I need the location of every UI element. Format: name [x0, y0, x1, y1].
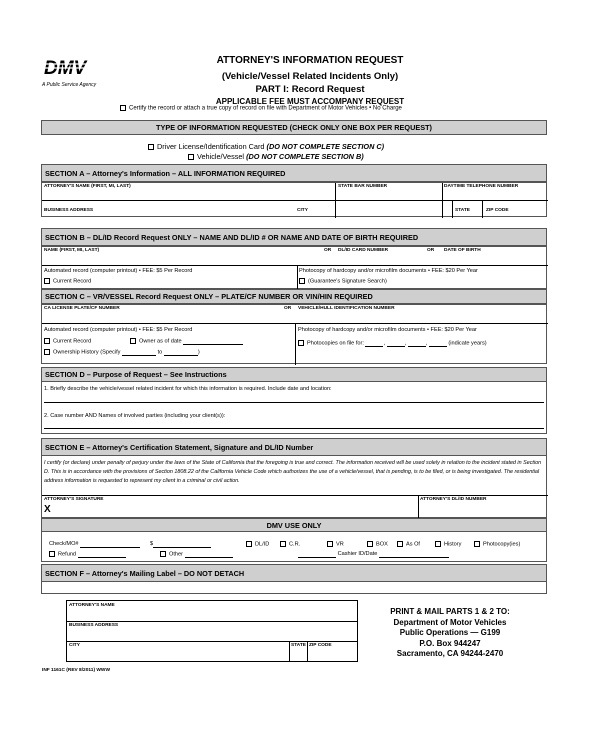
section-d-heading: SECTION D – Purpose of Request – See Instructions [41, 367, 547, 382]
vr-checkbox[interactable] [327, 541, 333, 547]
signature-field[interactable]: X [44, 504, 51, 515]
plate-field[interactable]: CA LICENSE PLATE/CF NUMBER [44, 306, 120, 311]
state-field[interactable]: STATE [455, 208, 471, 213]
dmv-use-fields [41, 532, 547, 562]
b-photocopy-label: Photocopy of hardcopy and/or microfilm documents • FEE: $20 Per Year [299, 268, 478, 274]
c-current-checkbox[interactable] [44, 338, 50, 344]
refund-option: Refund [49, 551, 126, 558]
section-b-heading: SECTION B – DL/ID Record Request ONLY – NAME AND DL/ID # OR NAME AND DATE OF BIRTH REQUIRED [41, 228, 547, 246]
label-city-field[interactable]: CITY [69, 643, 80, 648]
b-current-checkbox[interactable] [44, 278, 50, 284]
signature-label: ATTORNEY'S SIGNATURE [44, 497, 104, 502]
zip-field[interactable]: ZIP CODE [486, 208, 509, 213]
mail-to-heading: PRINT & MAIL PARTS 1 & 2 TO: [390, 607, 510, 616]
box-checkbox[interactable] [367, 541, 373, 547]
mail-to-line: Public Operations — G199 [399, 628, 501, 637]
label-address-field[interactable]: BUSINESS ADDRESS [69, 623, 119, 628]
c-owner-checkbox[interactable] [130, 338, 136, 344]
type-option-dlid: Driver License/Identification Card (DO NOT COMPLETE SECTION C) [148, 142, 384, 151]
part-label: PART I: Record Request [255, 84, 365, 95]
c-owner-as-of: Owner as of date [130, 338, 243, 345]
b-name-field[interactable]: NAME (FIRST, MI, LAST) [44, 248, 100, 253]
label-zip-field[interactable]: ZIP CODE [309, 643, 332, 648]
mailing-label [66, 600, 358, 662]
box-option: BOX [367, 541, 388, 547]
label-name-field[interactable]: ATTORNEY'S NAME [69, 603, 115, 608]
attorney-dlid-field[interactable]: ATTORNEY'S DL/ID NUMBER [420, 497, 487, 502]
dlid-number-field[interactable]: DL/ID CARD NUMBER [338, 248, 389, 253]
cashier-field[interactable]: Cashier ID/Date [298, 551, 449, 558]
c-current-record: Current Record [44, 338, 91, 344]
agency-subtitle: A Public Service Agency [42, 82, 97, 88]
purpose-question-1: 1. Briefly describe the vehicle/vessel related incident for which this information is required. Include date and location: [44, 386, 332, 392]
amount-field[interactable]: $ [150, 541, 211, 548]
section-b-fields [41, 246, 547, 289]
refund-checkbox[interactable] [49, 551, 55, 557]
other-option: Other [160, 551, 233, 558]
cr-option: C.R. [280, 541, 300, 547]
section-e-heading: SECTION E – Attorney's Certification Statement, Signature and DL/ID Number [41, 438, 547, 456]
b-photocopy-checkbox[interactable] [299, 278, 305, 284]
state-bar-field[interactable]: STATE BAR NUMBER [338, 184, 388, 189]
mail-to-line: P.O. Box 944247 [419, 638, 481, 648]
c-photocopy-option: Photocopies on file for: , , , (indicate years) [298, 340, 487, 347]
dlid-option: DL/ID [246, 541, 269, 547]
dmv-logo [42, 57, 106, 79]
form-subtitle: (Vehicle/Vessel Related Incidents Only) [221, 71, 399, 82]
section-f-spacer [41, 582, 547, 594]
as-of-checkbox[interactable] [397, 541, 403, 547]
section-e-fields [41, 456, 547, 518]
history-option: History [435, 541, 461, 547]
c-history: Ownership History (Specify to ) [44, 349, 200, 356]
section-a-fields [41, 182, 547, 217]
as-of-option: As Of [397, 541, 420, 547]
certify-option: Certify the record or attach a true copy of record on file with Department of Motor Vehicles • No Charge [120, 105, 402, 112]
other-checkbox[interactable] [160, 551, 166, 557]
phone-field[interactable]: DAYTIME TELEPHONE NUMBER [444, 184, 519, 189]
c-photocopy-label: Photocopy of hardcopy and/or microfilm documents • FEE: $20 Per Year [298, 327, 477, 333]
form-number: INF 1161C (REV 8/2011) WWW [42, 668, 110, 673]
dmv-dlid-checkbox[interactable] [246, 541, 252, 547]
vehicle-type-checkbox[interactable] [188, 154, 194, 160]
vin-field[interactable]: VEHICLE/HULL IDENTIFICATION NUMBER [298, 306, 395, 311]
section-f-heading: SECTION F – Attorney's Mailing Label – DO NOT DETACH [41, 564, 547, 582]
c-photocopy-checkbox[interactable] [298, 340, 304, 346]
or-label: OR [427, 248, 435, 253]
section-c-heading: SECTION C – VR/VESSEL Record Request ONLY – PLATE/CF NUMBER OR VIN/HIN REQUIRED [41, 289, 547, 304]
type-option-vehicle: Vehicle/Vessel (DO NOT COMPLETE SECTION B) [188, 152, 364, 161]
type-of-info-heading: TYPE OF INFORMATION REQUESTED (CHECK ONLY ONE BOX PER REQUEST) [41, 120, 547, 135]
section-d-fields [41, 382, 547, 434]
fee-note: APPLICABLE FEE MUST ACCOMPANY REQUEST [215, 97, 405, 106]
mail-to-line: Sacramento, CA 94244-2470 [396, 649, 504, 658]
certification-text: I certify (or declare) under penalty of perjury under the laws of the State of California that the foregoing is true and correct. The information received will be used solely in relation to the incident stated in Section D. This is in accordance with the provisions of Section 1808.22 of the California Vehicle Code which authorizes the use of a vehicle/vessel, that is pending, is to be filed, or is being investigated. The residential address information is requested to represent my client in a criminal or civil action. [44, 460, 542, 484]
photocopy-option: Photocopy(ies) [474, 541, 520, 547]
dmv-history-checkbox[interactable] [435, 541, 441, 547]
b-automated-label: Automated record (computer printout) • FEE: $5 Per Record [44, 268, 193, 274]
vr-option: VR [327, 541, 344, 547]
label-state-field[interactable]: STATE [291, 643, 307, 648]
b-photocopy-option: (Guarantee's Signature Search) [299, 278, 387, 284]
certify-checkbox[interactable] [120, 105, 126, 111]
mail-to-block [375, 607, 525, 660]
or-label: OR [324, 248, 332, 253]
section-a-heading: SECTION A – Attorney's Information – ALL INFORMATION REQUIRED [41, 164, 547, 182]
b-current-record: Current Record [44, 278, 91, 284]
purpose-question-2: 2. Case number AND Names of involved parties (including your client(s)): [44, 413, 226, 419]
attorney-name-field[interactable]: ATTORNEY'S NAME (FIRST, MI, LAST) [44, 184, 131, 189]
dmv-photocopy-checkbox[interactable] [474, 541, 480, 547]
mail-to-line: Department of Motor Vehicles [393, 617, 507, 627]
or-label: OR [284, 306, 292, 311]
c-history-checkbox[interactable] [44, 349, 50, 355]
cr-checkbox[interactable] [280, 541, 286, 547]
dob-field[interactable]: DATE OF BIRTH [444, 248, 481, 253]
dmv-use-heading: DMV USE ONLY [41, 518, 547, 532]
city-field[interactable]: CITY [297, 208, 308, 213]
business-address-field[interactable]: BUSINESS ADDRESS [44, 208, 94, 213]
form-title: ATTORNEY'S INFORMATION REQUEST [216, 55, 404, 66]
section-c-fields [41, 304, 547, 364]
dlid-type-checkbox[interactable] [148, 144, 154, 150]
check-mo-field[interactable]: Check/MO# [49, 541, 140, 548]
svg-text:DMV: DMV [44, 58, 87, 79]
c-automated-label: Automated record (computer printout) • FEE: $5 Per Record [44, 327, 193, 333]
